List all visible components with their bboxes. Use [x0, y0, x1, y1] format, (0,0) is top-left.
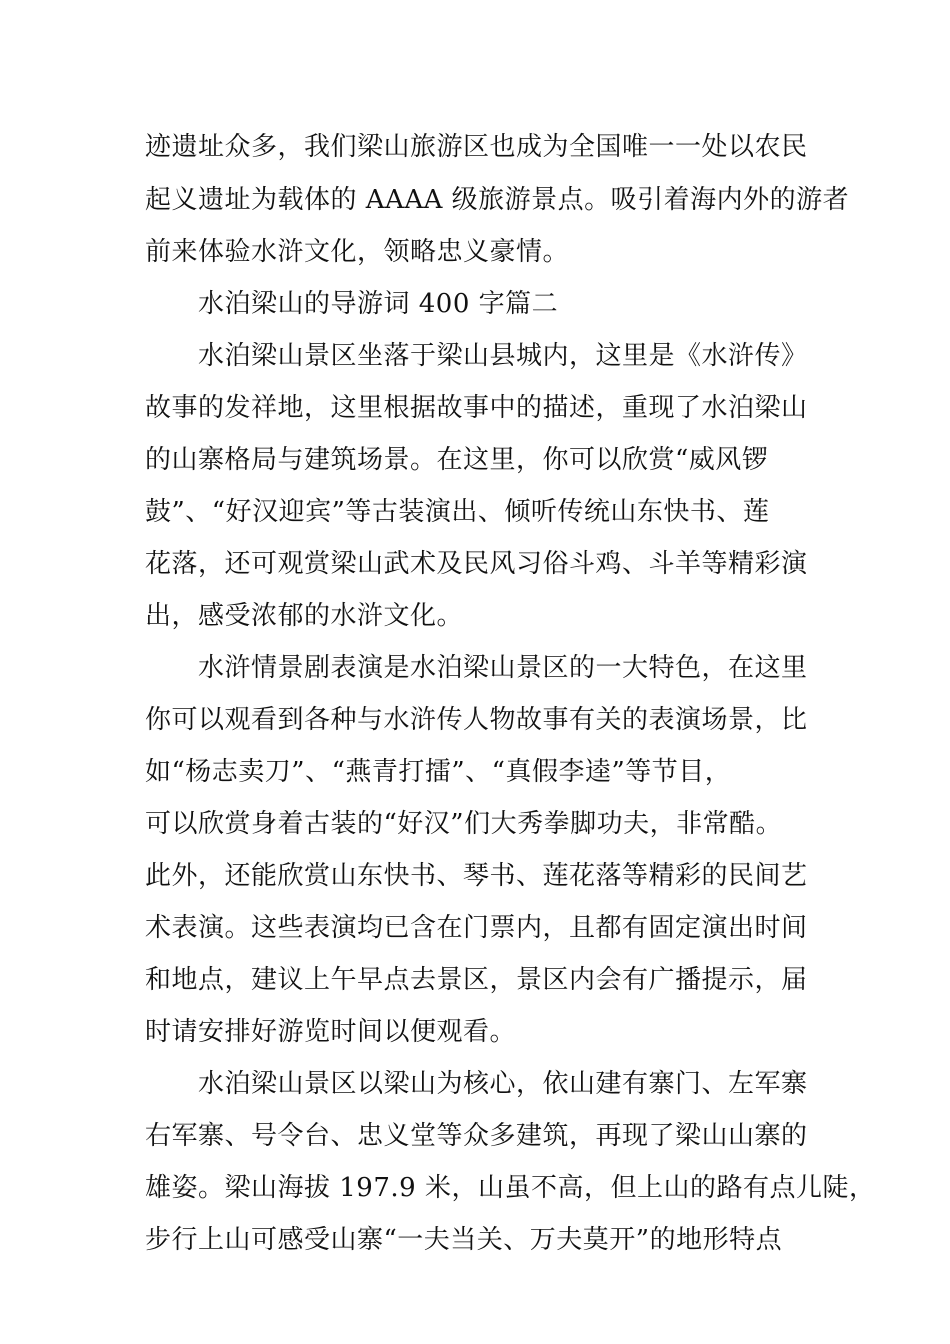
text-line: 水泊梁山景区以梁山为核心，依山建有寨门、左军寨 [198, 1069, 808, 1099]
text-line: 起义遗址为载体的 AAAA 级旅游景点。吸引着海内外的游者 [145, 185, 850, 215]
text-line: 故事的发祥地，这里根据故事中的描述，重现了水泊梁山 [145, 393, 808, 423]
text-line: 鼓”、“好汉迎宾”等古装演出、倾听传统山东快书、莲 [145, 497, 770, 527]
text-line: 此外，还能欣赏山东快书、琴书、莲花落等精彩的民间艺 [145, 861, 808, 891]
text-line: 术表演。这些表演均已含在门票内，且都有固定演出时间 [145, 913, 808, 943]
text-line: 时请安排好游览时间以便观看。 [145, 1017, 517, 1047]
text-line: 如“杨志卖刀”、“燕青打擂”、“真假李逵”等节目， [145, 757, 732, 787]
text-line: 和地点，建议上午早点去景区，景区内会有广播提示，届 [145, 965, 808, 995]
text-line: 雄姿。梁山海拔 197.9 米，山虽不高，但上山的路有点儿陡， [145, 1173, 876, 1203]
text-line: 前来体验水浒文化，领略忠义豪情。 [145, 237, 570, 267]
text-line: 你可以观看到各种与水浒传人物故事有关的表演场景，比 [145, 705, 808, 735]
text-line: 的山寨格局与建筑场景。在这里，你可以欣赏“威风锣 [145, 445, 769, 475]
text-line: 步行上山可感受山寨“一夫当关、万夫莫开”的地形特点 [145, 1225, 783, 1255]
text-line: 出，感受浓郁的水浒文化。 [145, 601, 464, 631]
text-line: 花落，还可观赏梁山武术及民风习俗斗鸡、斗羊等精彩演 [145, 549, 808, 579]
text-line: 迹遗址众多，我们梁山旅游区也成为全国唯一一处以农民 [145, 132, 808, 162]
text-line: 可以欣赏身着古装的“好汉”们大秀拳脚功夫，非常酷。 [145, 809, 783, 839]
text-line: 右军寨、号令台、忠义堂等众多建筑，再现了梁山山寨的 [145, 1121, 808, 1151]
section-heading: 水泊梁山的导游词 400 字篇二 [198, 289, 559, 319]
text-line: 水泊梁山景区坐落于梁山县城内，这里是《水浒传》 [198, 341, 808, 371]
text-line: 水浒情景剧表演是水泊梁山景区的一大特色，在这里 [198, 653, 808, 683]
